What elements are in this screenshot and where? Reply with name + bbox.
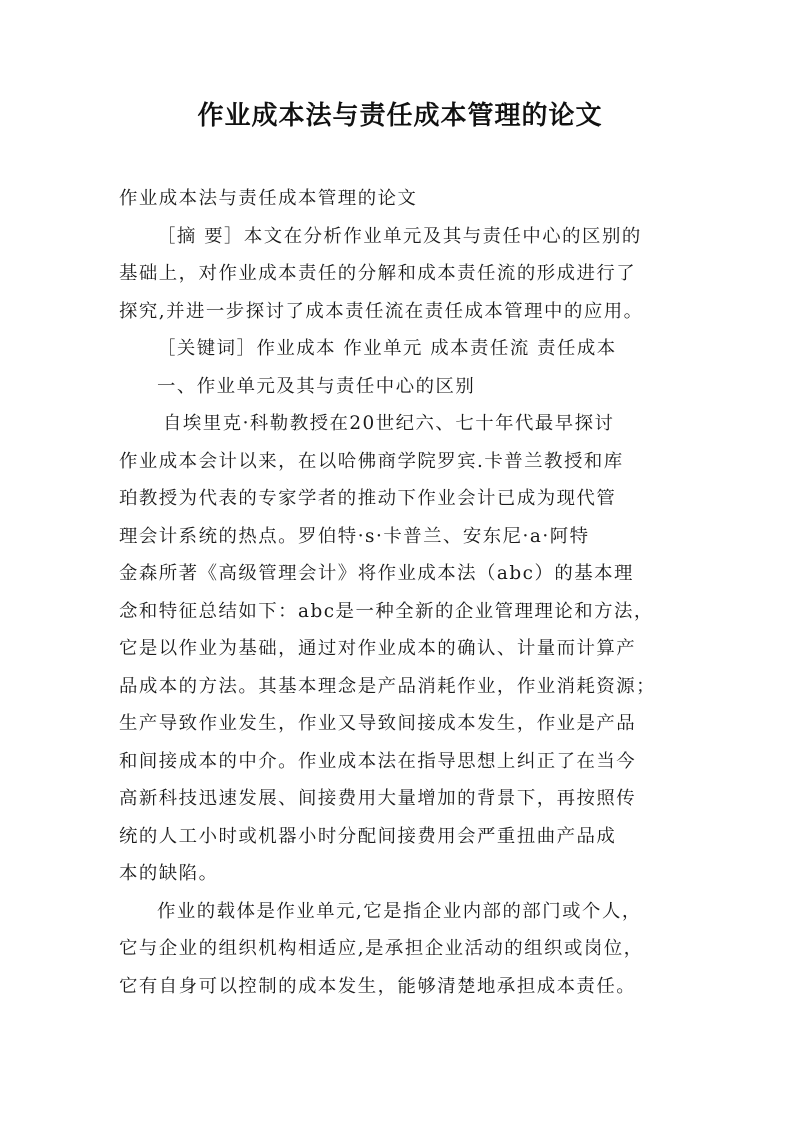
paragraph-line: 生产导致作业发生，作业又导致间接成本发生，作业是产品 bbox=[119, 713, 637, 734]
paragraph-line: 作业的载体是作业单元,它是指企业内部的部门或个人， bbox=[157, 900, 642, 922]
paragraph-line: 本的缺陷。 bbox=[119, 863, 219, 884]
paragraph-line: 它是以作业为基础，通过对作业成本的确认、计量而计算产 bbox=[119, 638, 637, 659]
document-title: 作业成本法与责任成本管理的论文 bbox=[197, 101, 603, 131]
paragraph-line: 统的人工小时或机器小时分配间接费用会严重扭曲产品成 bbox=[119, 825, 617, 847]
paragraph-line: 品成本的方法。其基本理念是产品消耗作业，作业消耗资源； bbox=[119, 675, 657, 697]
paragraph-line: 它与企业的组织机构相适应,是承担企业活动的组织或岗位， bbox=[119, 938, 644, 959]
paragraph-line: 金森所著《高级管理会计》将作业成本法（abc）的基本理 bbox=[119, 563, 634, 584]
subtitle-line: 作业成本法与责任成本管理的论文 bbox=[119, 188, 418, 209]
paragraph-line: 高新科技迅速发展、间接费用大量增加的背景下，再按照传 bbox=[119, 788, 637, 809]
abstract-line: 基础上，对作业成本责任的分解和成本责任流的形成进行了 bbox=[119, 263, 637, 284]
abstract-line: 探究,并进一步探讨了成本责任流在责任成本管理中的应用。 bbox=[119, 300, 644, 322]
paragraph-line: 自埃里克·科勒教授在20世纪六、七十年代最早探讨 bbox=[163, 413, 615, 434]
paragraph-line: 念和特征总结如下：abc是一种全新的企业管理理论和方法， bbox=[119, 600, 654, 622]
document-body bbox=[119, 180, 694, 1005]
paragraph-line: 作业成本会计以来，在以哈佛商学院罗宾.卡普兰教授和库 bbox=[119, 450, 624, 472]
abstract-line: ［摘 要］本文在分析作业单元及其与责任中心的区别的 bbox=[157, 225, 642, 247]
paragraph-line: 它有自身可以控制的成本发生，能够清楚地承担成本责任。 bbox=[119, 975, 637, 997]
paragraph-line: 和间接成本的中介。作业成本法在指导思想上纠正了在当今 bbox=[119, 750, 637, 772]
paragraph-line: 理会计系统的热点。罗伯特·s·卡普兰、安东尼·a·阿特 bbox=[119, 525, 590, 547]
keywords-line: ［关键词］作业成本 作业单元 成本责任流 责任成本 bbox=[157, 338, 617, 359]
section-heading: 一、作业单元及其与责任中心的区别 bbox=[157, 375, 476, 397]
paragraph-line: 珀教授为代表的专家学者的推动下作业会计已成为现代管 bbox=[119, 488, 617, 509]
